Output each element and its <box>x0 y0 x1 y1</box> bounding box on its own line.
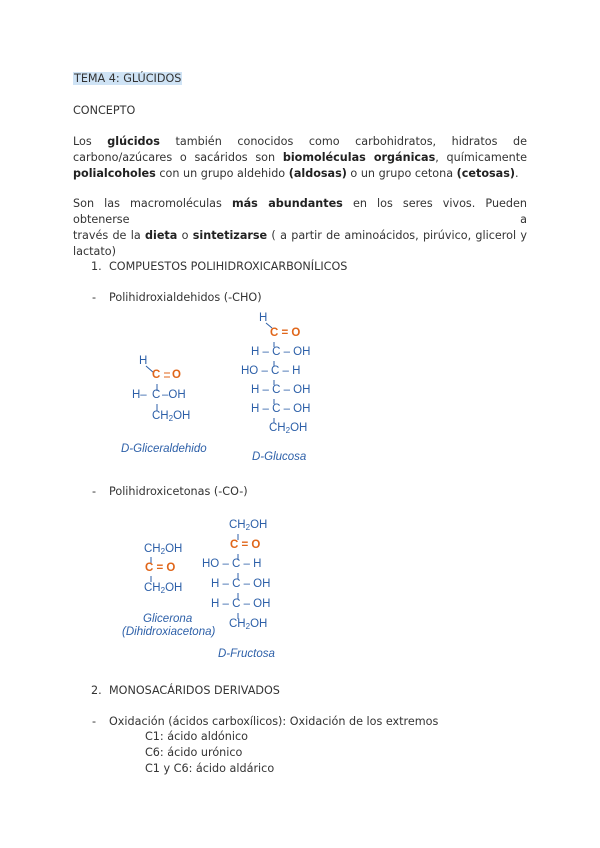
list-heading-monosacaridos: MONOSACÁRIDOS DERIVADOS <box>109 684 280 697</box>
fructose-row: HO – C – H <box>202 558 262 570</box>
list-item: C6: ácido urónico <box>145 746 243 759</box>
fructose-row: H – C – OH <box>211 578 271 590</box>
glucose-row: H – C – OH <box>251 384 311 396</box>
caption-gliceraldehido: D-Gliceraldehido <box>121 443 207 455</box>
glucose-row: H – C – OH <box>251 346 311 358</box>
bullet-oxidacion: Oxidación (ácidos carboxílicos): Oxidación de los extremos <box>109 715 439 728</box>
group-ch2oh: $CH_2OH$ <box>229 618 268 631</box>
bullet-polihidroxicetonas: Polihidroxicetonas (-CO-) <box>109 485 248 498</box>
paragraph-line: polialcoholes con un grupo aldehido (aldosas) o un grupo cetona (cetosas). <box>73 167 519 180</box>
atom-c: C <box>152 389 161 401</box>
group-carbonyl: C = O <box>230 539 261 551</box>
caption-dihidroxiacetona: (Dihidroxiacetona) <box>122 626 216 638</box>
caption-fructosa: D-Fructosa <box>218 648 275 660</box>
group-ch2oh: $CH_2OH$ <box>229 519 268 532</box>
group-oh: –OH <box>162 389 186 401</box>
group-ch2oh: $CH_2OH$ <box>152 410 191 423</box>
group-carbonyl: C = O <box>270 327 301 339</box>
glucose-row: H – C – OH <box>251 403 311 415</box>
list-item: C1: ácido aldónico <box>145 730 248 743</box>
bullet-marker: - <box>92 485 97 498</box>
group-ch2oh: $CH_2OH$ <box>144 582 183 595</box>
bullet-marker: - <box>92 715 97 728</box>
list-heading-compuestos: COMPUESTOS POLIHIDROXICARBONÍLICOS <box>109 260 348 273</box>
atom-h-left: H– <box>132 389 147 401</box>
paragraph-line: Son las macromoléculas más abundantes en los seres vivos. Pueden obtenerse a <box>73 197 527 226</box>
list-item: C1 y C6: ácido aldárico <box>145 762 275 775</box>
atom-h: H <box>139 355 148 367</box>
atom-h: H <box>259 312 268 324</box>
caption-glicerona: Glicerona <box>143 613 193 625</box>
fructose-row: H – C – OH <box>211 598 271 610</box>
paragraph-line: lactato) <box>73 245 116 258</box>
group-ch2oh: $CH_2OH$ <box>144 543 183 556</box>
list-number-2: 2. <box>91 684 102 697</box>
bullet-marker: - <box>92 291 97 304</box>
atom-c-carbonyl: C <box>152 369 161 381</box>
paragraph-line: carbono/azúcares o sacáridos son biomoléculas orgánicas, químicamente <box>73 151 527 164</box>
atom-o-carbonyl: O <box>172 369 181 381</box>
section-heading-concepto: CONCEPTO <box>73 104 136 117</box>
bullet-polihidroxialdehidos: Polihidroxialdehidos (-CHO) <box>109 291 262 304</box>
title-highlight: TEMA 4: GLÚCIDOS <box>74 72 182 85</box>
paragraph-line: través de la dieta o sintetizarse ( a partir de aminoácidos, pirúvico, glicerol y <box>73 229 527 242</box>
group-ch2oh: $CH_2OH$ <box>269 422 308 435</box>
list-number-1: 1. <box>91 260 102 273</box>
caption-glucosa: D-Glucosa <box>252 451 307 463</box>
group-carbonyl: C = O <box>145 562 176 574</box>
paragraph-line: Los glúcidos también conocidos como carbohidratos, hidratos de <box>73 135 527 148</box>
glucose-row: HO – C – H <box>241 365 301 377</box>
